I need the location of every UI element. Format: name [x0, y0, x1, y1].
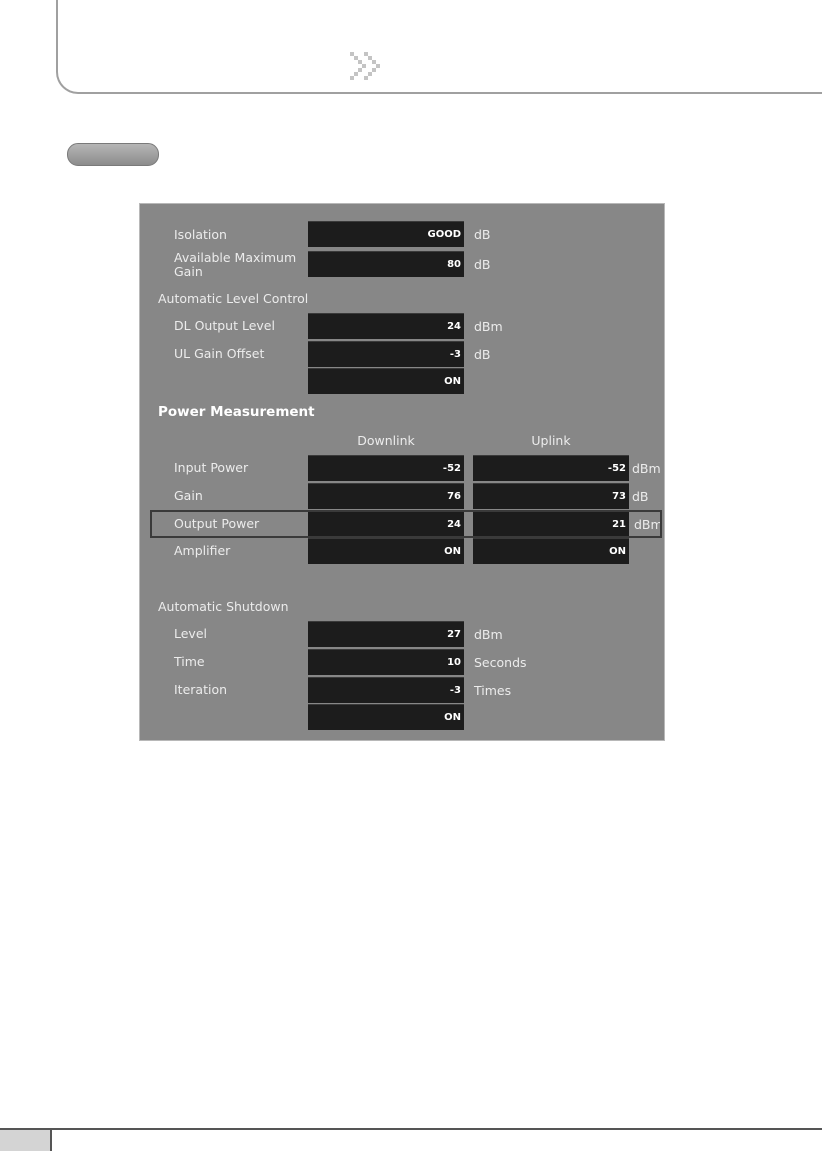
- output-power-highlight: [150, 510, 662, 538]
- ul-gain-offset-label: UL Gain Offset: [174, 346, 265, 361]
- isolation-field[interactable]: GOOD: [308, 221, 464, 247]
- output-power-ul-field[interactable]: 21: [473, 511, 629, 537]
- alc-toggle-field[interactable]: ON: [308, 368, 464, 394]
- power-measurement-title: Power Measurement: [158, 404, 315, 420]
- shutdown-level-field[interactable]: 27: [308, 621, 464, 647]
- settings-panel: [139, 203, 665, 741]
- input-power-dl-field[interactable]: -52: [308, 455, 464, 481]
- shutdown-section-title: Automatic Shutdown: [158, 599, 289, 614]
- output-power-unit: dBm: [634, 517, 663, 532]
- shutdown-level-unit: dBm: [474, 627, 503, 642]
- input-power-unit: dBm: [632, 461, 661, 476]
- shutdown-time-field[interactable]: 10: [308, 649, 464, 675]
- shutdown-iteration-unit: Times: [474, 683, 512, 698]
- gain-label: Gain: [174, 488, 203, 503]
- avail-gain-field[interactable]: 80: [308, 251, 464, 277]
- shutdown-toggle-field[interactable]: ON: [308, 704, 464, 730]
- section-pill: [67, 143, 159, 166]
- dl-output-field[interactable]: 24: [308, 313, 464, 339]
- amplifier-ul-field[interactable]: ON: [473, 538, 629, 564]
- dl-output-unit: dBm: [474, 319, 503, 334]
- output-power-label: Output Power: [174, 516, 260, 531]
- gain-ul-field[interactable]: 73: [473, 483, 629, 509]
- ul-gain-offset-unit: dB: [474, 347, 491, 362]
- input-power-ul-field[interactable]: -52: [473, 455, 629, 481]
- ul-gain-offset-field[interactable]: -3: [308, 341, 464, 367]
- avail-gain-label-line1: Available Maximum: [174, 250, 297, 265]
- footer-page-tab: [0, 1130, 52, 1151]
- shutdown-time-unit: Seconds: [474, 655, 527, 670]
- footer-line: [0, 1128, 822, 1130]
- shutdown-level-label: Level: [174, 626, 207, 641]
- input-power-label: Input Power: [174, 460, 249, 475]
- avail-gain-unit: dB: [474, 257, 491, 272]
- output-power-dl-field[interactable]: 24: [308, 511, 464, 537]
- isolation-unit: dB: [474, 227, 491, 242]
- uplink-column-header: Uplink: [531, 433, 571, 448]
- amplifier-dl-field[interactable]: ON: [308, 538, 464, 564]
- isolation-label: Isolation: [174, 227, 227, 242]
- header-frame: [56, 0, 822, 94]
- shutdown-time-label: Time: [174, 654, 205, 669]
- downlink-column-header: Downlink: [357, 433, 415, 448]
- shutdown-iteration-label: Iteration: [174, 682, 228, 697]
- avail-gain-label-line2: Gain: [174, 264, 203, 279]
- dl-output-label: DL Output Level: [174, 318, 275, 333]
- double-chevron-right-icon: [348, 50, 388, 80]
- shutdown-iteration-field[interactable]: -3: [308, 677, 464, 703]
- gain-dl-field[interactable]: 76: [308, 483, 464, 509]
- alc-section-title: Automatic Level Control: [158, 291, 309, 306]
- amplifier-label: Amplifier: [174, 543, 231, 558]
- gain-unit: dB: [632, 489, 649, 504]
